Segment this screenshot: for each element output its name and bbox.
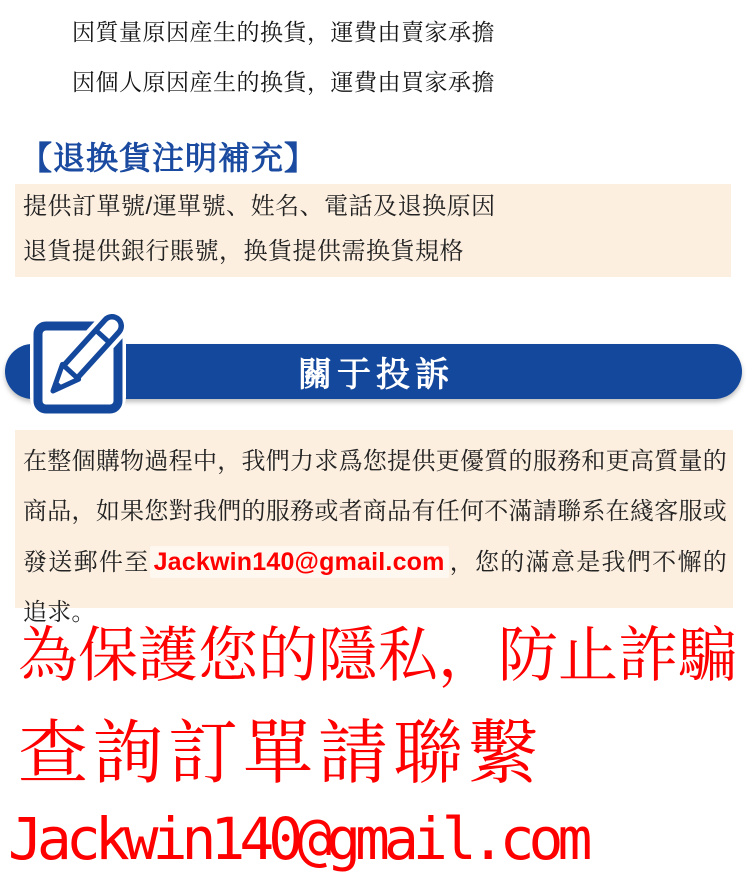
exchange-note-quality: 因質量原因産生的换貨，運費由賣家承擔 (72, 19, 495, 45)
complaint-paragraph (15, 430, 733, 638)
exchange-note-personal: 因個人原因産生的换貨，運費由買家承擔 (72, 69, 495, 95)
privacy-warning-line: 為保護您的隱私，防止詐騙 (18, 622, 738, 689)
complaint-text-after: ，您的滿意是我們不懈的追求。 (23, 549, 728, 626)
contact-email: Jackwin140@gmail.com (8, 805, 587, 873)
complaint-message-box (15, 430, 733, 626)
returns-supplement-heading: 【退换貨注明補充】 (20, 140, 318, 176)
complaint-email: Jackwin140@gmail.com (150, 546, 449, 578)
order-inquiry-line: 查詢訂單請聯繫 (18, 714, 543, 792)
returns-supplement-line: 退貨提供銀行賬號，换貨提供需换貨規格 (23, 238, 464, 265)
returns-supplement-box (15, 184, 731, 277)
complaint-text-before: 在整個購物過程中，我們力求爲您提供更優質的服務和更高質量的商品，如果您對我們的服務或者商品有任何不滿請聯系在綫客服或發送郵件至 (23, 448, 727, 576)
note-pencil-icon (26, 296, 138, 414)
returns-supplement-line: 提供訂單號/運單號、姓名、電話及退换原因 (23, 193, 496, 220)
complaint-banner-title: 關于投訴 (298, 356, 454, 394)
